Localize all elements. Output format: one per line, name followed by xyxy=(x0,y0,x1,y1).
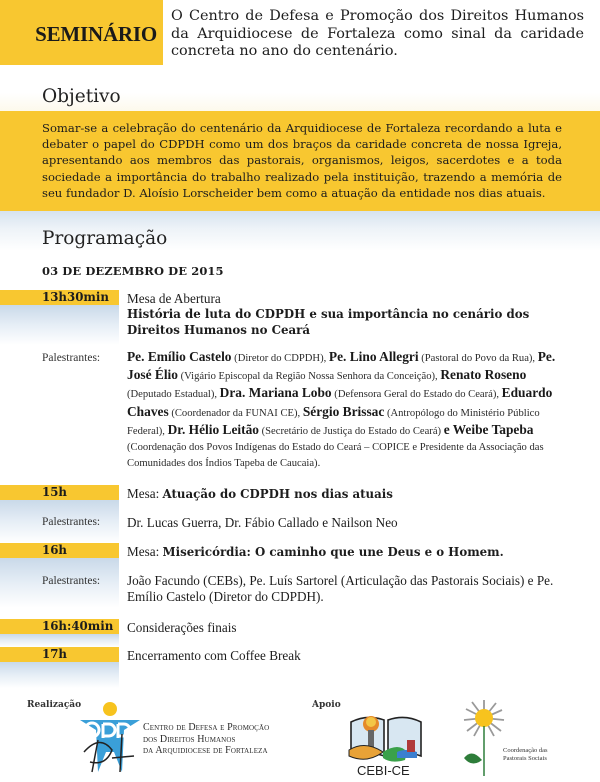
time-bar-1640 xyxy=(0,619,119,634)
speaker-name: Dra. Mariana Lobo xyxy=(219,385,332,401)
time-bar-15h xyxy=(0,485,119,500)
speaker-role: (Coordenação dos Povos Indígenas do Estado do Ceará – COPICE e Presidente da Associação das Comunidades dos Índios Tapeba de Caucaia). xyxy=(127,442,544,470)
objective-heading: Objetivo xyxy=(42,86,121,107)
cdpdh-name-line: Centro de Defesa e Promoção xyxy=(143,722,270,733)
cdpdh-name-line: da Arquidiocese de Fortaleza xyxy=(143,745,268,756)
time-label: 16h:40min xyxy=(42,619,114,633)
time-label: 17h xyxy=(42,647,67,661)
time-label: 13h30min xyxy=(42,290,109,304)
time-bar-17h xyxy=(0,647,119,662)
flower-icon xyxy=(462,698,506,778)
time-shade xyxy=(0,634,119,647)
speakers-label: Palestrantes: xyxy=(42,516,101,528)
seminar-tag-box xyxy=(0,0,163,65)
slot-prefix: Mesa: xyxy=(127,486,163,501)
time-bar-16h xyxy=(0,543,119,558)
seminar-title: O Centro de Defesa e Promoção dos Direitos Humanos da Arquidiocese de Fortaleza como sinal da caridade concreta no ano do centenário. xyxy=(171,8,584,59)
pastorais-name-line: Pastorais Sociais xyxy=(503,755,547,762)
slot-subtitle: Mesa de Abertura xyxy=(127,291,221,306)
speakers-list: Dr. Lucas Guerra, Dr. Fábio Callado e Nailson Neo xyxy=(127,515,398,530)
cebi-ce-text: CEBI-CE xyxy=(357,763,410,778)
time-shade xyxy=(0,305,119,345)
speaker-role: (Antropólogo do Ministério Público Federal), xyxy=(127,407,540,437)
speaker-name: Pe. Lino Allegri xyxy=(328,349,419,364)
pastorais-sociais-name xyxy=(503,747,548,763)
cdpdh-logo xyxy=(78,700,142,778)
speaker-role: (Diretor do CDPDH), xyxy=(231,353,329,364)
speaker-name: Sérgio Brissac xyxy=(302,403,385,419)
objective-text: Somar-se a celebração do centenário da Arquidiocese de Fortaleza recordando a luta e debater o papel do CDPDH como um dos braços da caridade concreta de nossa Igreja, apresentando aos membros das pastorais, organismos, leigos, sacerdotes e a toda sociedade a importância do trabalho realizado pela instituição, trazendo a memória de seu fundador D. Aloísio Lorscheider bem como a atuação da entidade nos dias atuais. xyxy=(42,121,562,200)
speakers-label: Palestrantes: xyxy=(42,352,101,364)
time-label: 15h xyxy=(42,485,67,499)
speaker-role: (Secretário de Justiça do Estado do Ceará) xyxy=(258,425,444,437)
time-shade xyxy=(0,662,119,688)
cebi-ce-logo-icon xyxy=(347,712,425,778)
speaker-name: Pe. José Élio xyxy=(127,349,556,383)
speakers-list: João Facundo (CEBs), Pe. Luís Sartorel (Articulação das Pastorais Sociais) e Pe. Emílio Castelo (Diretor do CDPDH). xyxy=(127,573,554,604)
speaker-name: Eduardo Chaves xyxy=(127,385,553,419)
pastorais-name-line: Coordenação das xyxy=(503,747,548,754)
slot-title-line xyxy=(127,486,393,502)
realizacao-label: Realização xyxy=(27,700,82,710)
speaker-name: e Weibe Tapeba xyxy=(443,421,534,437)
speakers-list xyxy=(127,349,567,472)
pastorais-sociais-logo xyxy=(462,698,506,778)
apoio-label: Apoio xyxy=(312,700,341,710)
speakers-label: Palestrantes: xyxy=(42,575,101,587)
speaker-role: (Defensora Geral do Estado do Ceará), xyxy=(331,389,502,401)
cdpdh-name xyxy=(143,722,269,757)
program-date: 03 DE DEZEMBRO DE 2015 xyxy=(42,264,224,278)
cdpdh-name-line: dos Direitos Humanos xyxy=(143,733,236,745)
program-heading: Programação xyxy=(42,228,168,249)
slot-prefix: Mesa: xyxy=(127,544,163,559)
slot-title-line xyxy=(127,544,504,560)
slot-title: Misericórdia: O caminho que une Deus e o Homem. xyxy=(162,545,504,559)
speaker-role: (Coordenador da FUNAI CE), xyxy=(168,407,303,419)
speaker-name: Dr. Hélio Leitão xyxy=(167,421,259,437)
speaker-name: Pe. Emílio Castelo xyxy=(127,349,232,364)
speaker-role: (Pastoral do Povo da Rua), xyxy=(418,353,538,364)
speaker-role: (Vigário Episcopal da Região Nossa Senhora da Conceição), xyxy=(177,371,441,383)
slot-text: Considerações finais xyxy=(127,620,237,635)
speaker-role: (Deputado Estadual), xyxy=(127,389,220,401)
slot-title: História de luta do CDPDH e sua importância no cenário dos Direitos Humanos no Ceará xyxy=(127,307,530,337)
seminar-tag: SEMINÁRIO xyxy=(35,22,157,46)
slot-text: Encerramento com Coffee Break xyxy=(127,648,301,663)
speaker-name: Renato Roseno xyxy=(440,367,527,383)
time-label: 16h xyxy=(42,543,67,557)
slot-title: Atuação do CDPDH nos dias atuais xyxy=(162,487,393,501)
cdpdh-logo-icon xyxy=(78,700,142,778)
cebi-ce-logo xyxy=(347,712,425,778)
time-bar-1330 xyxy=(0,290,119,305)
